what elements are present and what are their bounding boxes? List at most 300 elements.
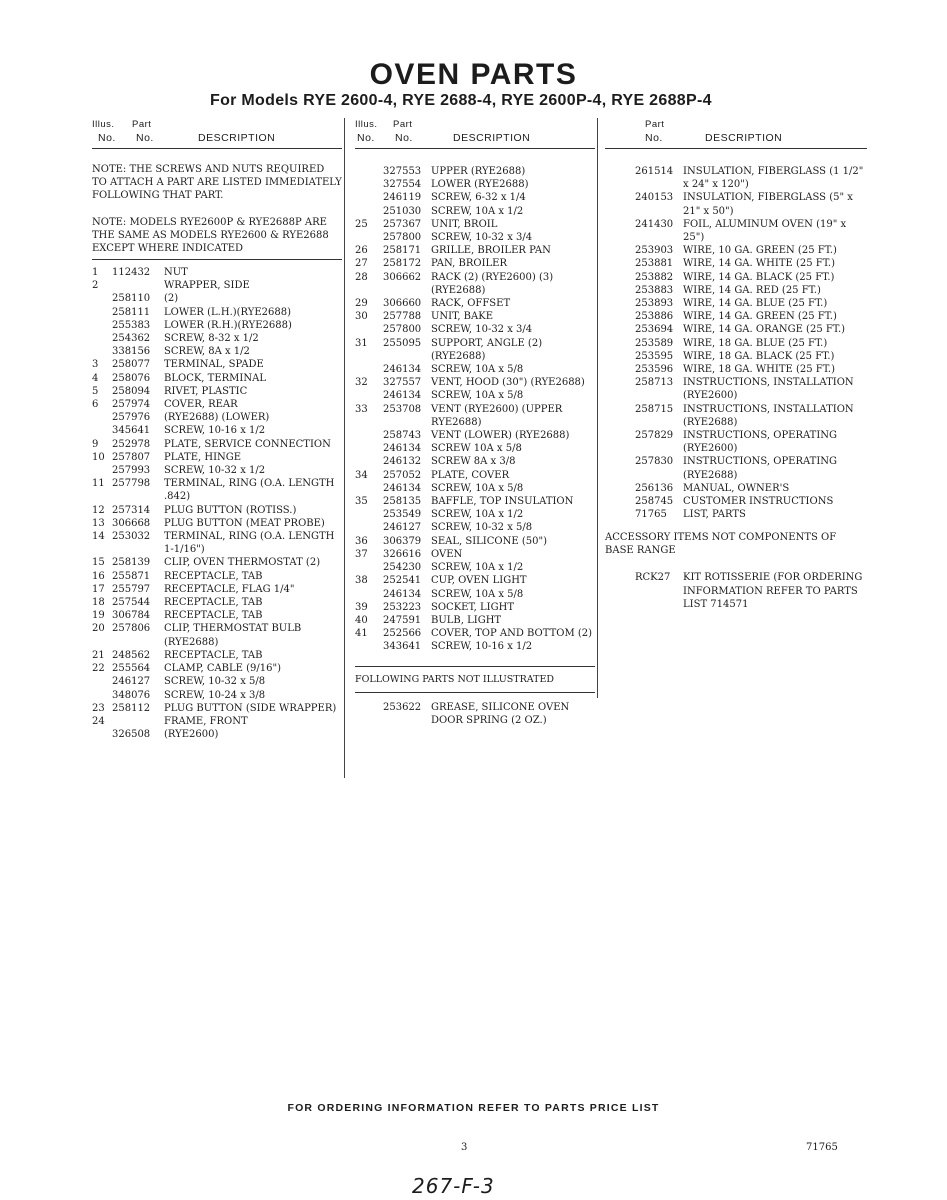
illus-number: 20 [92,623,105,635]
part-description: SEAL, SILICONE (50") [431,535,547,547]
illus-number: 33 [355,403,368,415]
part-description: BULB, LIGHT [431,614,502,626]
part-row [92,279,342,292]
part-row [92,517,342,530]
page-title: OVEN PARTS [369,58,578,91]
part-row [605,165,867,191]
no-header: No. [395,132,413,144]
part-row [605,495,867,508]
part-row [355,178,595,191]
part-number: 258139 [112,557,151,569]
handwritten-code: 267-F-3 [412,1174,495,1198]
part-row [92,306,342,319]
part-description: RACK (2) (RYE2600) (3) (RYE2688) [431,271,554,296]
part-number: 253883 [635,284,674,296]
description-header: DESCRIPTION [705,132,783,144]
part-description: INSTRUCTIONS, OPERATING (RYE2600) [683,430,838,455]
part-description: COVER, TOP AND BOTTOM (2) [431,628,593,640]
part-description: SCREW, 10A x 1/2 [431,509,524,521]
part-row [355,495,595,508]
illus-number: 29 [355,298,368,310]
part-description: PLUG BUTTON (ROTISS.) [164,504,297,516]
part-description: SCREW, 10-16 x 1/2 [164,425,266,437]
part-number: 257798 [112,478,151,490]
part-number: 254362 [112,333,151,345]
part-number: 258076 [112,372,151,384]
part-description: FOIL, ALUMINUM OVEN (19" x 25") [683,218,847,244]
part-number: 255797 [112,583,151,595]
part-description: CLIP, OVEN THERMOSTAT (2) [164,557,321,569]
part-row [355,271,595,297]
part-description: UNIT, BROIL [431,218,498,230]
illus-number: 21 [92,649,105,661]
part-number: 253622 [383,701,422,713]
illus-number: 3 [92,359,99,371]
part-row [92,596,342,609]
part-number: 253881 [635,258,674,270]
part-header: Part [132,119,152,130]
part-description: WIRE, 10 GA. GREEN (25 FT.) [683,245,837,257]
illus-number: 13 [92,517,105,529]
part-description: LOWER (R.H.)(RYE2688) [164,319,292,331]
illus-number: 6 [92,399,99,411]
part-row [92,372,342,385]
part-row [355,389,595,402]
illus-number: 34 [355,469,368,481]
part-number: 253694 [635,324,674,336]
part-number: 258172 [383,258,422,270]
part-row [92,622,342,648]
illus-number: 36 [355,535,368,547]
part-description: PLATE, HINGE [164,451,242,463]
part-row [605,191,867,217]
document-number: 71765 [806,1142,838,1153]
part-number: 258715 [635,403,674,415]
part-header: Part [645,119,665,130]
illus-number: 22 [92,663,105,675]
part-number: 252566 [383,628,422,640]
part-row [92,675,342,688]
illus-number: 31 [355,337,368,349]
illus-number: 17 [92,583,105,595]
page-number: 3 [461,1142,468,1153]
illus-number: 19 [92,610,105,622]
part-description: NUT [164,267,188,278]
part-number: 246132 [383,456,422,468]
part-description: COVER, REAR [164,399,238,411]
part-description: WIRE, 18 GA. BLACK (25 FT.) [683,350,835,362]
part-number: 258077 [112,359,151,371]
part-number: 241430 [635,218,674,230]
part-row [92,583,342,596]
part-number: 258745 [635,496,674,508]
part-number: 257974 [112,399,151,411]
part-row [92,477,342,503]
part-number: 345641 [112,425,151,437]
part-row [355,627,595,640]
part-description: INSTRUCTIONS, INSTALLATION (RYE2600) [683,377,854,402]
part-row [605,376,867,402]
parts-list [355,165,595,654]
part-number: 253882 [635,271,674,283]
part-number: 326616 [383,548,422,560]
part-row [355,574,595,587]
part-row [92,424,342,437]
part-number: 306660 [383,298,422,310]
part-description: (RYE2688) (LOWER) [164,412,270,424]
illus-number: 18 [92,597,105,609]
part-description: OVEN [431,548,463,560]
parts-column-1 [92,118,342,741]
part-number: 254230 [383,562,422,574]
part-number: 255564 [112,663,151,675]
part-number: 252541 [383,575,422,587]
part-number: 306668 [112,517,151,529]
part-description: SCREW, 10-24 x 3/8 [164,689,266,701]
part-description: RECEPTACLE, TAB [164,570,263,582]
part-number: 252978 [112,438,151,450]
part-description: PAN, BROILER [431,258,507,270]
part-row [355,521,595,534]
part-number: 253708 [383,403,422,415]
description-header: DESCRIPTION [453,132,531,144]
part-row [355,244,595,257]
illus-number: 32 [355,377,368,389]
part-description: RECEPTACLE, FLAG 1/4" [164,583,295,595]
part-row [355,218,595,231]
part-description: GRILLE, BROILER PAN [431,245,551,257]
parts-list [355,701,595,727]
part-number: 253223 [383,601,422,613]
part-number: 258713 [635,377,674,389]
note-models: NOTE: MODELS RYE2600P & RYE2688P ARE THE SAME AS MODELS RYE2600 & RYE2688 EXCEPT WHERE INDICATED [92,217,329,254]
part-number: 246127 [112,676,151,688]
part-number: 306784 [112,610,151,622]
part-row [355,231,595,244]
part-description: BAFFLE, TOP INSULATION [431,496,574,508]
part-description: WIRE, 14 GA. BLACK (25 FT.) [683,271,835,283]
part-row [355,310,595,323]
part-number: 253886 [635,311,674,323]
part-description: SCREW, 6-32 x 1/4 [431,192,526,204]
part-row [605,284,867,297]
part-description: WIRE, 18 GA. BLUE (25 FT.) [683,337,828,349]
part-row [355,561,595,574]
part-number: 327554 [383,179,422,191]
part-header: Part [393,119,413,130]
illus-number: 11 [92,478,105,490]
part-description: FRAME, FRONT [164,715,248,727]
part-description: SCREW, 10-32 x 1/2 [164,465,266,477]
part-number: 257806 [112,623,151,635]
part-row [605,363,867,376]
part-row [605,455,867,481]
part-description: SCREW, 10A x 5/8 [431,390,524,402]
part-number: 253549 [383,509,422,521]
illus-header: Illus. [92,119,115,130]
part-description: CUSTOMER INSTRUCTIONS [683,496,834,508]
part-description: MANUAL, OWNER'S [683,482,790,494]
part-number: 246134 [383,482,422,494]
part-row [92,649,342,662]
part-row [92,438,342,451]
part-number: 246134 [383,588,422,600]
part-row [92,715,342,728]
illus-number: 14 [92,531,105,543]
part-row [355,469,595,482]
part-number: 253893 [635,298,674,310]
part-number: 257807 [112,451,151,463]
ordering-footer: FOR ORDERING INFORMATION REFER TO PARTS PRICE LIST [287,1102,660,1114]
part-row [355,205,595,218]
part-number: 257314 [112,504,151,516]
description-header: DESCRIPTION [198,132,276,144]
part-number: 253595 [635,350,674,362]
part-number: 251030 [383,205,422,217]
part-description: (2) [164,293,179,305]
no-header: No. [136,132,154,144]
part-number: 306662 [383,271,422,283]
part-row [92,411,342,424]
part-number: 327553 [383,166,422,177]
part-row [355,535,595,548]
part-description: WIRE, 14 GA. ORANGE (25 FT.) [683,324,846,336]
part-number: 253032 [112,531,151,543]
part-description: BLOCK, TERMINAL [164,372,266,384]
part-number: 257800 [383,324,422,336]
part-row [605,323,867,336]
part-row [605,337,867,350]
models-subtitle: For Models RYE 2600-4, RYE 2688-4, RYE 2600P-4, RYE 2688P-4 [210,92,712,109]
part-row [605,482,867,495]
part-row [605,429,867,455]
part-description: WIRE, 14 GA. WHITE (25 FT.) [683,258,836,270]
part-description: CLIP, THERMOSTAT BULB (RYE2688) [164,623,302,648]
part-row [92,570,342,583]
part-number: 257800 [383,232,422,244]
parts-column-3 [605,118,867,611]
part-row [355,548,595,561]
part-description: PLATE, COVER [431,469,510,481]
illus-header: Illus. [355,119,378,130]
part-description: SCREW, 10-32 x 3/4 [431,232,533,244]
part-number: 246134 [383,390,422,402]
part-number: 255095 [383,337,422,349]
part-row [605,257,867,270]
part-description: SCREW, 10-32 x 5/8 [431,522,533,534]
part-description: INSULATION, FIBERGLASS (5" x 21" x 50") [683,192,853,217]
part-number: 258135 [383,496,422,508]
part-row [92,689,342,702]
part-number: 306379 [383,535,422,547]
illus-number: 35 [355,496,368,508]
part-row [355,455,595,468]
part-row [605,218,867,244]
part-row [92,266,342,279]
part-row [355,601,595,614]
part-number: 258743 [383,430,422,442]
illus-number: 9 [92,438,99,450]
no-header: No. [645,132,663,144]
part-number: 257788 [383,311,422,323]
illus-number: 12 [92,504,105,516]
part-description: LOWER (L.H.)(RYE2688) [164,306,292,318]
part-description: RECEPTACLE, TAB [164,597,263,609]
part-row [355,323,595,336]
part-row [92,609,342,622]
part-number: 246134 [383,364,422,376]
part-number: 257993 [112,465,151,477]
part-row [92,728,342,741]
parts-list [605,571,867,611]
part-number: 257544 [112,597,151,609]
part-description: SOCKET, LIGHT [431,601,514,613]
part-number: 258171 [383,245,422,257]
part-row [92,662,342,675]
part-number: 253596 [635,364,674,376]
part-description: LOWER (RYE2688) [431,179,529,191]
illus-number: 40 [355,614,368,626]
part-description: INSULATION, FIBERGLASS (1 1/2" x 24" x 120") [683,166,864,191]
part-row [605,310,867,323]
part-number: RCK27 [635,572,671,584]
part-number: 257052 [383,469,422,481]
part-number: 338156 [112,346,151,358]
part-row [355,376,595,389]
parts-list [605,165,867,521]
part-description: (RYE2600) [164,729,219,741]
part-number: 257829 [635,430,674,442]
illus-number: 2 [92,280,99,292]
part-row [355,191,595,204]
part-row [355,614,595,627]
part-description: WIRE, 14 GA. GREEN (25 FT.) [683,311,837,323]
column-divider [597,118,598,698]
illus-number: 41 [355,628,368,640]
part-description: WIRE, 14 GA. BLUE (25 FT.) [683,298,828,310]
part-description: RACK, OFFSET [431,298,511,310]
part-row [92,292,342,305]
part-row [355,257,595,270]
part-row [92,319,342,332]
part-description: PLUG BUTTON (SIDE WRAPPER) [164,702,337,714]
part-row [355,297,595,310]
parts-column-2 [355,118,595,727]
part-number: 327557 [383,377,422,389]
part-row [92,530,342,556]
part-row [605,271,867,284]
part-row [355,165,595,178]
part-description: WIRE, 18 GA. WHITE (25 FT.) [683,364,836,376]
part-description: SCREW, 8-32 x 1/2 [164,333,259,345]
part-number: 256136 [635,482,674,494]
part-number: 257367 [383,218,422,230]
part-number: 247591 [383,614,422,626]
part-row [355,508,595,521]
part-row [355,429,595,442]
no-header: No. [98,132,116,144]
part-description: SCREW, 10A x 5/8 [431,588,524,600]
illus-number: 16 [92,570,105,582]
part-number: 343641 [383,641,422,653]
part-number: 255383 [112,319,151,331]
part-row [355,403,595,429]
part-description: TERMINAL, RING (O.A. LENGTH 1-1/16") [164,531,335,556]
part-row [605,350,867,363]
part-row [355,337,595,363]
part-description: SCREW, 10-16 x 1/2 [431,641,533,653]
part-description: GREASE, SILICONE OVEN DOOR SPRING (2 OZ.) [431,701,570,726]
part-number: 258110 [112,293,151,305]
part-description: RECEPTACLE, TAB [164,649,263,661]
part-row [92,385,342,398]
part-number: 253903 [635,245,674,257]
illus-number: 15 [92,557,105,569]
part-number: 248562 [112,649,151,661]
not-illustrated-heading: FOLLOWING PARTS NOT ILLUSTRATED [355,669,595,693]
part-description: LIST, PARTS [683,509,746,521]
illus-number: 27 [355,258,368,270]
part-number: 261514 [635,166,674,177]
illus-number: 37 [355,548,368,560]
part-row [92,358,342,371]
part-row [92,702,342,715]
illus-number: 4 [92,372,99,384]
part-number: 326508 [112,729,151,741]
illus-number: 10 [92,451,105,463]
part-description: RECEPTACLE, TAB [164,610,263,622]
part-row [92,556,342,569]
illus-number: 38 [355,575,368,587]
part-number: 255871 [112,570,151,582]
part-number: 258094 [112,385,151,397]
part-description: VENT (RYE2600) (UPPER RYE2688) [431,403,563,428]
part-row [355,482,595,495]
part-description: WIRE, 14 GA. RED (25 FT.) [683,284,821,296]
part-row [355,588,595,601]
part-number: 258112 [112,702,151,714]
note-screws: NOTE: THE SCREWS AND NUTS REQUIRED TO ATTACH A PART ARE LISTED IMMEDIATELY FOLLOWING THAT PART. [92,164,342,201]
part-number: 246134 [383,443,422,455]
part-row [92,332,342,345]
part-row [92,504,342,517]
part-number: 71765 [635,509,667,521]
part-description: VENT, HOOD (30") (RYE2688) [431,377,585,389]
part-description: SCREW, 10-32 x 5/8 [164,676,266,688]
illus-number: 23 [92,702,105,714]
part-row [92,398,342,411]
part-description: SCREW, 10A x 1/2 [431,205,524,217]
illus-number: 25 [355,218,368,230]
part-description: VENT (LOWER) (RYE2688) [431,430,570,442]
part-row [355,701,595,727]
part-description: WRAPPER, SIDE [164,280,250,292]
part-description: SCREW, 10A x 1/2 [431,562,524,574]
part-row [92,451,342,464]
part-number: 257976 [112,412,151,424]
part-row [92,345,342,358]
part-description: SCREW 10A x 5/8 [431,443,522,455]
part-row [605,297,867,310]
part-description: SCREW, 10A x 5/8 [431,364,524,376]
part-row [605,244,867,257]
part-description: UPPER (RYE2688) [431,166,526,177]
part-description: CLAMP, CABLE (9/16") [164,663,282,675]
column-divider [344,118,345,778]
parts-list [92,266,342,741]
part-description: PLATE, SERVICE CONNECTION [164,438,331,450]
part-description: TERMINAL, RING (O.A. LENGTH .842) [164,478,335,503]
